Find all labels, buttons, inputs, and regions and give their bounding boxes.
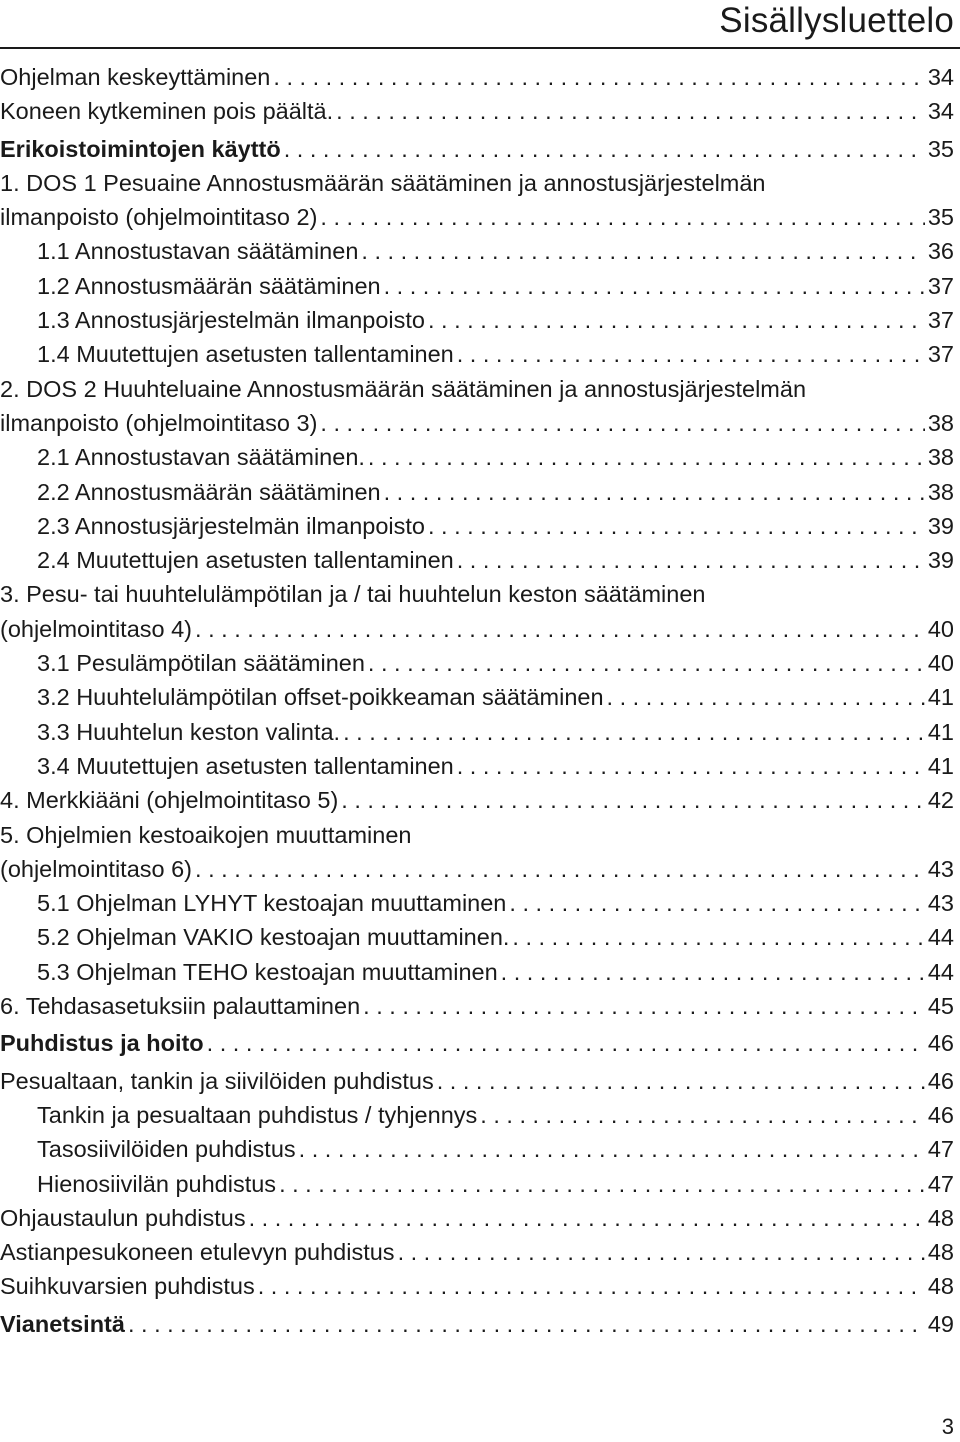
dot-leader <box>299 1132 925 1166</box>
dot-leader <box>361 234 924 268</box>
toc-entry-title: Tasosiivilöiden puhdistus <box>37 1136 296 1163</box>
toc-entry[interactable] <box>0 612 954 646</box>
toc-entry[interactable] <box>0 200 954 234</box>
toc-entry-title: 2.3 Annostusjärjestelmän ilmanpoisto <box>37 512 425 539</box>
toc-entry-title: 6. Tehdasasetuksiin palauttaminen <box>0 993 361 1020</box>
toc-entry-page: 40 <box>927 615 954 642</box>
dot-leader <box>428 509 925 543</box>
toc-entry-page: 34 <box>927 64 954 90</box>
toc-entry[interactable] <box>0 475 954 509</box>
dot-leader <box>607 680 925 714</box>
toc-section-heading[interactable] <box>0 1307 954 1341</box>
toc-entry[interactable] <box>0 920 954 954</box>
toc-entry-title: 1.2 Annostusmäärän säätäminen <box>37 272 381 299</box>
toc-entry[interactable] <box>0 783 954 817</box>
toc-entry-page: 39 <box>927 512 954 539</box>
toc-entry-title: 4. Merkkiääni (ohjelmointitaso 5) <box>0 787 339 814</box>
toc-entry-title: 5.2 Ohjelman VAKIO kestoajan muuttaminen. <box>37 924 510 951</box>
dot-leader <box>207 1026 925 1060</box>
dot-leader <box>128 1307 925 1341</box>
toc-entry-title: Tankin ja pesualtaan puhdistus / tyhjennys <box>37 1101 478 1128</box>
title-divider <box>0 47 960 49</box>
toc-entry-page: 48 <box>927 1204 954 1231</box>
page-title: Sisällysluettelo <box>719 1 954 40</box>
dot-leader <box>195 612 925 646</box>
dot-leader <box>457 337 925 371</box>
toc-entry-page: 45 <box>927 993 954 1020</box>
toc-entry-page: 43 <box>927 855 954 882</box>
toc-entry-page: 47 <box>927 1136 954 1163</box>
toc-entry-page: 34 <box>927 98 954 125</box>
dot-leader <box>368 440 925 474</box>
toc-entry-title: (ohjelmointitaso 6) <box>0 855 193 882</box>
toc-entry[interactable] <box>0 1269 954 1303</box>
page-number: 3 <box>941 1414 954 1439</box>
toc-entry-title: Koneen kytkeminen pois päältä. <box>0 98 334 125</box>
toc-entry[interactable] <box>0 337 954 371</box>
toc-entry-title: Suihkuvarsien puhdistus <box>0 1273 255 1300</box>
dot-leader <box>509 886 924 920</box>
dot-leader <box>258 1269 925 1303</box>
dot-leader <box>279 1167 925 1201</box>
toc-entry[interactable] <box>0 1098 954 1132</box>
dot-leader <box>284 132 925 166</box>
dot-leader <box>273 60 924 94</box>
dot-leader <box>457 749 925 783</box>
toc-entry-title: Vianetsintä <box>0 1310 125 1337</box>
toc-entry[interactable] <box>0 680 954 714</box>
toc-entry-page: 41 <box>927 684 954 711</box>
toc-entry-page: 46 <box>927 1030 954 1057</box>
toc-entry-title: 2.4 Muutettujen asetusten tallentaminen <box>37 547 454 574</box>
toc-entry-page: 36 <box>927 238 954 265</box>
toc-entry[interactable] <box>0 543 954 577</box>
toc-entry-page: 39 <box>927 547 954 574</box>
toc-entry[interactable] <box>0 1064 954 1098</box>
dot-leader <box>320 406 924 440</box>
dot-leader <box>428 303 925 337</box>
toc-entry-title: 5.1 Ohjelman LYHYT kestoajan muuttaminen <box>37 890 507 917</box>
toc-entry-lead-line: 5. Ohjelmien kestoaikojen muuttaminen <box>0 821 412 848</box>
dot-leader <box>457 543 925 577</box>
toc-entry-page: 37 <box>927 341 954 368</box>
toc-entry-page: 42 <box>927 787 954 814</box>
toc-entry[interactable] <box>0 886 954 920</box>
toc-entry[interactable] <box>0 234 954 268</box>
dot-leader <box>343 715 925 749</box>
toc-entry-page: 44 <box>927 958 954 985</box>
toc-entry-title: 5.3 Ohjelman TEHO kestoajan muuttaminen <box>37 958 498 985</box>
dot-leader <box>336 94 925 128</box>
dot-leader <box>363 989 925 1023</box>
toc-entry-page: 37 <box>927 307 954 334</box>
toc-entry-title: Ohjelman keskeyttäminen <box>0 64 271 90</box>
toc-entry-page: 35 <box>927 135 954 162</box>
toc-entry-title: Ohjaustaulun puhdistus <box>0 1204 246 1231</box>
dot-leader <box>195 852 925 886</box>
toc-entry-title: 3.4 Muutettujen asetusten tallentaminen <box>37 752 454 779</box>
toc-section-heading[interactable] <box>0 132 954 166</box>
toc-entry-title: 1.3 Annostusjärjestelmän ilmanpoisto <box>37 307 425 334</box>
toc-entry-page: 43 <box>927 890 954 917</box>
toc-entry-lead-line: 1. DOS 1 Pesuaine Annostusmäärän säätäminen ja annostusjärjestelmän <box>0 169 766 196</box>
toc-entry-title: 2.1 Annostustavan säätäminen. <box>37 444 365 471</box>
toc-entry-page: 49 <box>927 1310 954 1337</box>
toc-entry-page: 44 <box>927 924 954 951</box>
toc-entry-title: 3.3 Huuhtelun keston valinta. <box>37 718 341 745</box>
toc-entry-title: 3.1 Pesulämpötilan säätäminen <box>37 650 365 677</box>
toc-entry-page: 37 <box>927 272 954 299</box>
toc-entry[interactable] <box>0 989 954 1023</box>
toc-entry[interactable] <box>0 1235 954 1269</box>
toc-entry-title: Hienosiivilän puhdistus <box>37 1170 277 1197</box>
dot-leader <box>249 1201 925 1235</box>
toc-entry-title: 1.1 Annostustavan säätäminen <box>37 238 359 265</box>
toc-entry-title: Pesualtaan, tankin ja siivilöiden puhdistus <box>0 1067 434 1094</box>
dot-leader <box>398 1235 925 1269</box>
toc-entry[interactable] <box>0 1167 954 1201</box>
dot-leader <box>384 475 925 509</box>
toc-entry-title: (ohjelmointitaso 4) <box>0 615 193 642</box>
dot-leader <box>480 1098 925 1132</box>
toc-entry-title: 3.2 Huuhtelulämpötilan offset-poikkeaman säätäminen <box>37 684 604 711</box>
toc-entry-title: Puhdistus ja hoito <box>0 1030 204 1057</box>
dot-leader <box>341 783 925 817</box>
toc-entry-page: 41 <box>927 718 954 745</box>
toc-entry-page: 35 <box>927 204 954 231</box>
toc-entry-page: 40 <box>927 650 954 677</box>
toc-entry-title: 2.2 Annostusmäärän säätäminen <box>37 478 381 505</box>
toc-entry-title: 1.4 Muutettujen asetusten tallentaminen <box>37 341 454 368</box>
toc-entry-page: 38 <box>927 444 954 471</box>
toc-entry[interactable] <box>0 1132 954 1166</box>
toc-entry[interactable] <box>0 749 954 783</box>
toc-entry-page: 38 <box>927 478 954 505</box>
toc-entry-page: 41 <box>927 752 954 779</box>
toc-entry[interactable] <box>0 955 954 989</box>
dot-leader <box>501 955 925 989</box>
toc-entry[interactable] <box>0 94 954 128</box>
table-of-contents <box>0 60 954 1341</box>
dot-leader <box>437 1064 925 1098</box>
toc-entry-title: ilmanpoisto (ohjelmointitaso 3) <box>0 409 318 436</box>
toc-entry-page: 46 <box>927 1101 954 1128</box>
toc-entry[interactable] <box>0 303 954 337</box>
dot-leader <box>320 200 924 234</box>
toc-entry-title: Erikoistoimintojen käyttö <box>0 135 281 162</box>
toc-entry[interactable] <box>0 60 954 94</box>
dot-leader <box>384 269 925 303</box>
toc-entry[interactable] <box>0 509 954 543</box>
toc-entry-lead-line: 3. Pesu- tai huuhtelulämpötilan ja / tai huuhtelun keston säätäminen <box>0 581 706 608</box>
toc-entry-lead-line: 2. DOS 2 Huuhteluaine Annostusmäärän säätäminen ja annostusjärjestelmän <box>0 375 807 402</box>
toc-entry-page: 48 <box>927 1239 954 1266</box>
dot-leader <box>368 646 925 680</box>
toc-entry[interactable] <box>0 406 954 440</box>
toc-entry-title: ilmanpoisto (ohjelmointitaso 2) <box>0 204 318 231</box>
toc-entry[interactable] <box>0 646 954 680</box>
toc-entry-title: Astianpesukoneen etulevyn puhdistus <box>0 1239 395 1266</box>
dot-leader <box>512 920 924 954</box>
toc-entry[interactable] <box>0 269 954 303</box>
toc-section-heading[interactable] <box>0 1026 954 1060</box>
toc-entry-page: 48 <box>927 1273 954 1300</box>
toc-entry[interactable] <box>0 715 954 749</box>
toc-entry[interactable] <box>0 1201 954 1235</box>
toc-entry-page: 46 <box>927 1067 954 1094</box>
toc-entry[interactable] <box>0 440 954 474</box>
toc-entry-page: 38 <box>927 409 954 436</box>
toc-entry-page: 47 <box>927 1170 954 1197</box>
toc-entry[interactable] <box>0 852 954 886</box>
